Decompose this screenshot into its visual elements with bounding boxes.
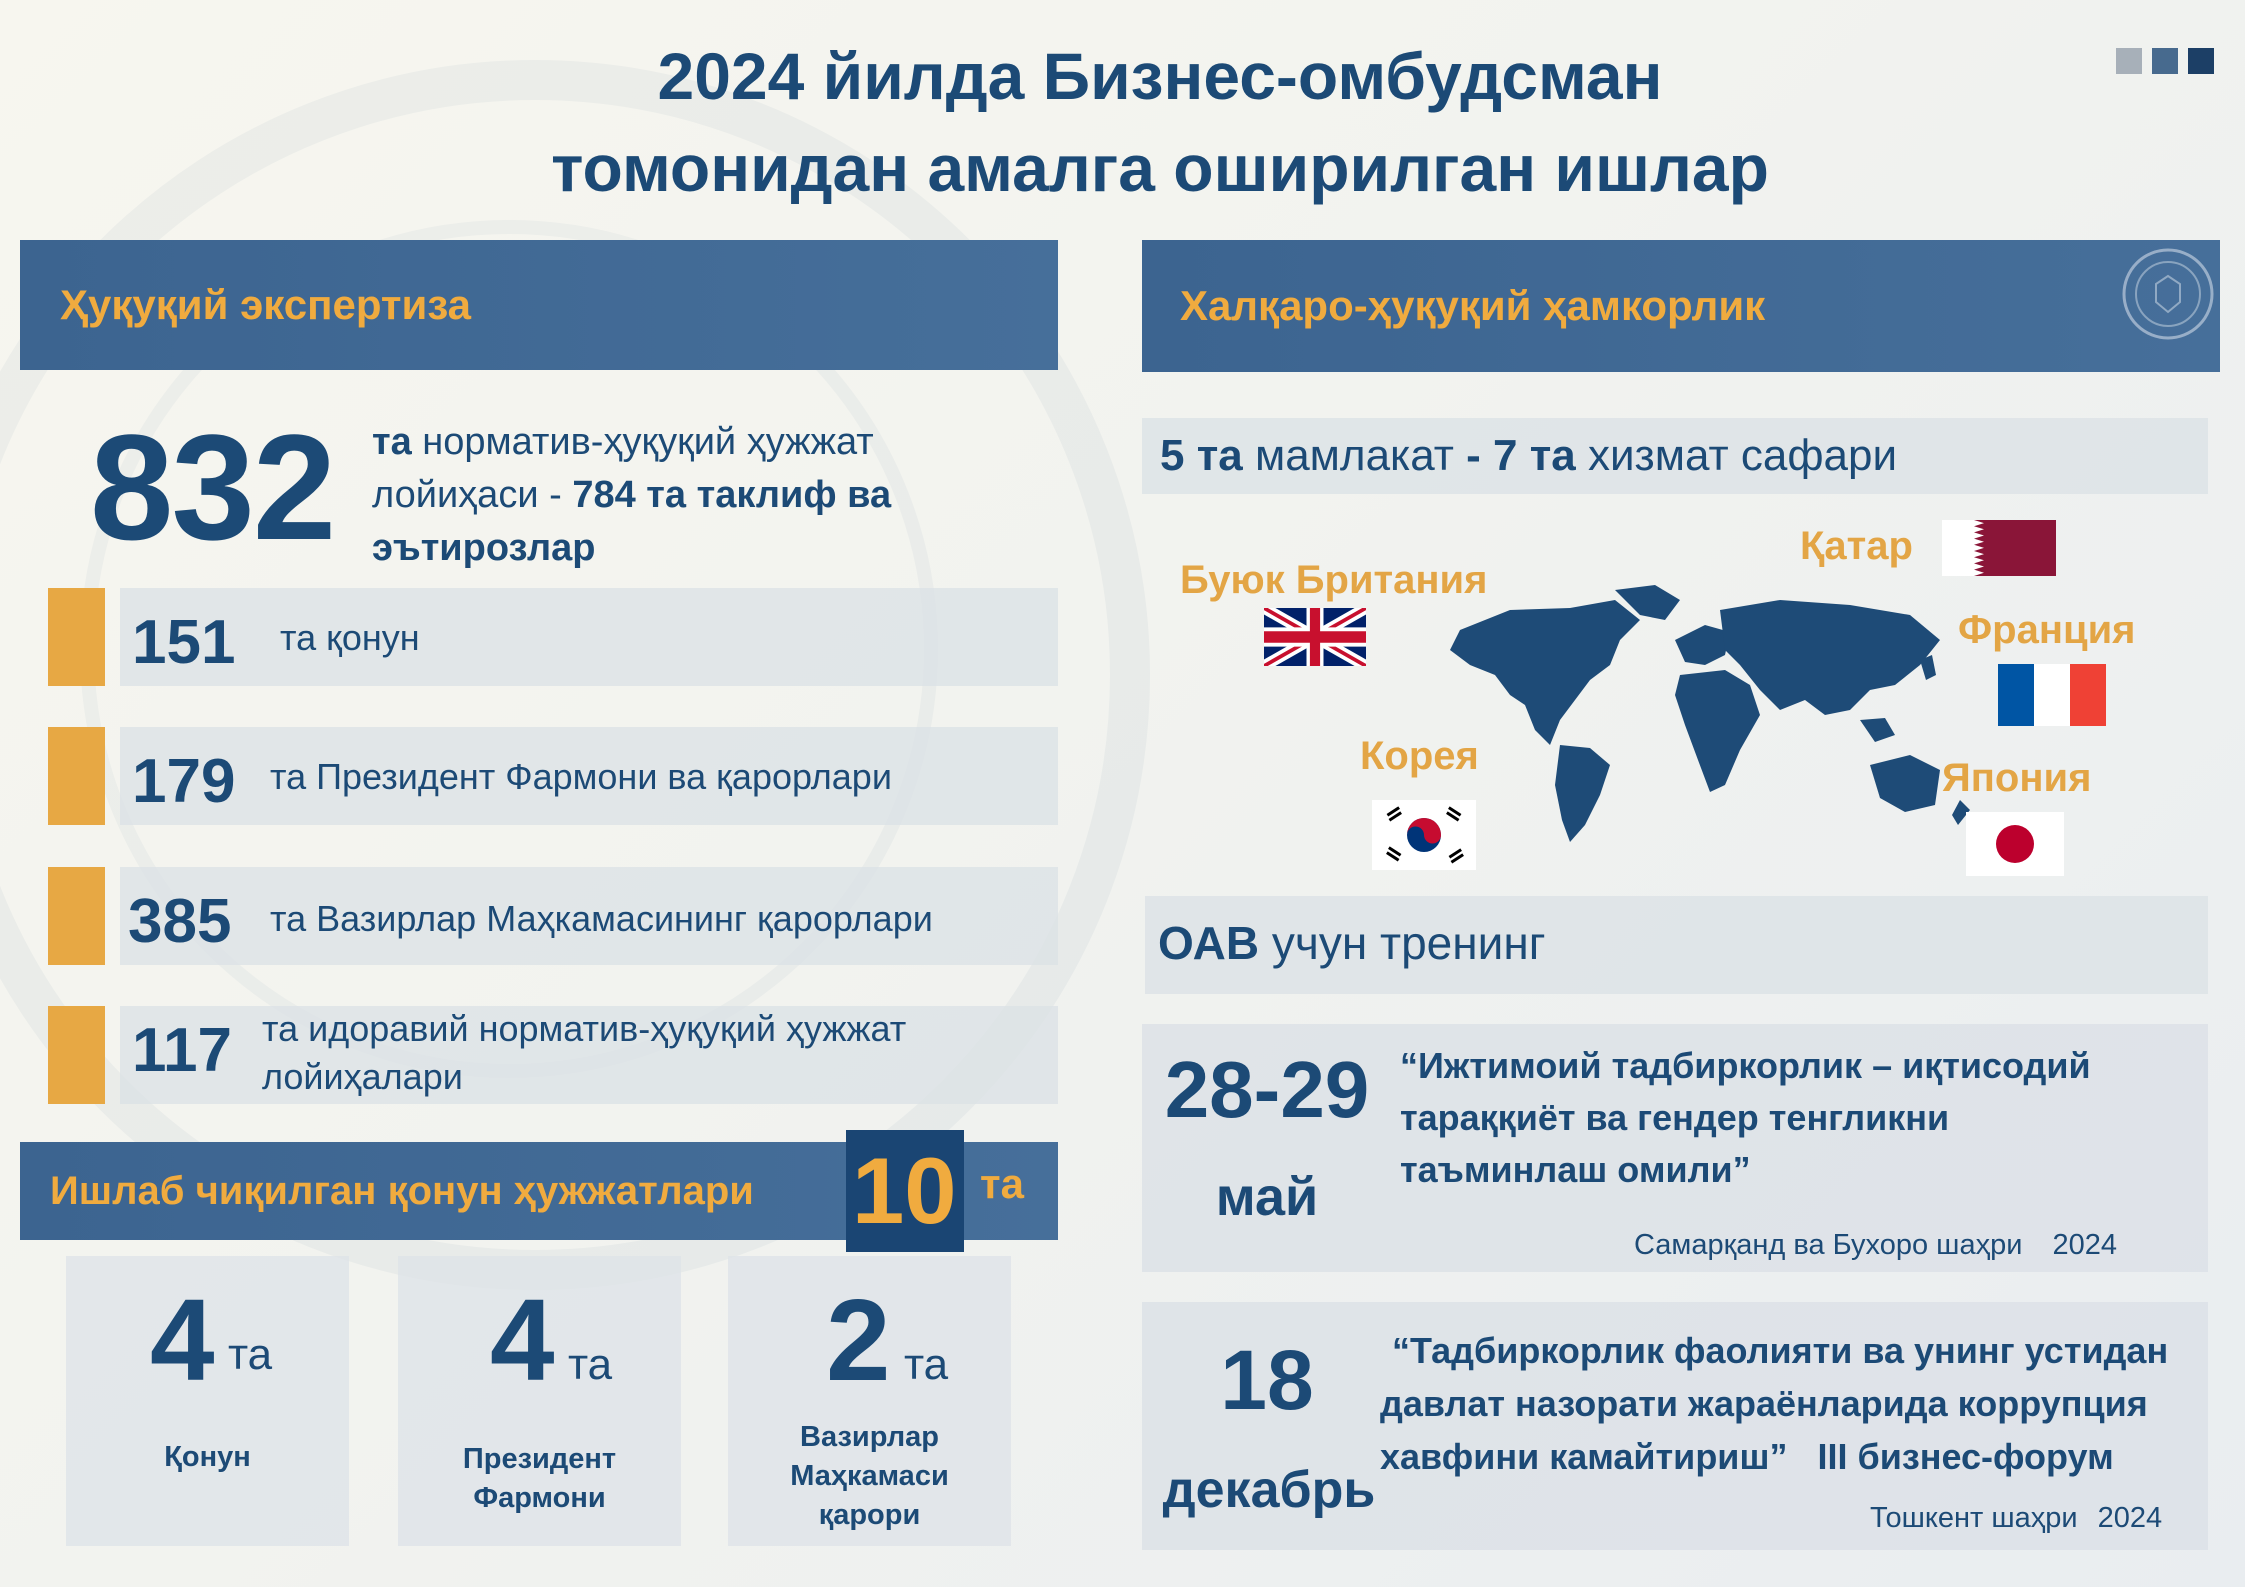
doc-card-cabinet-label-1: Вазирлар bbox=[800, 1421, 939, 1453]
doc-card-laws-unit: та bbox=[228, 1330, 273, 1379]
total-text-4: эътирозлар bbox=[372, 527, 596, 569]
developed-docs-count-unit: та bbox=[980, 1160, 1024, 1207]
decorative-squares bbox=[2116, 48, 2214, 74]
uk-flag-icon bbox=[1264, 608, 1366, 666]
square-dark bbox=[2188, 48, 2214, 74]
square-mid bbox=[2152, 48, 2178, 74]
developed-docs-header-text: Ишлаб чиқилган қонун ҳужжатлари bbox=[50, 1168, 754, 1213]
developed-docs-count: 10 bbox=[852, 1138, 957, 1243]
international-header bbox=[1142, 240, 2220, 372]
total-drafts-number: 832 bbox=[90, 403, 335, 571]
stat-row bbox=[120, 588, 1058, 686]
legal-expertise-header bbox=[20, 240, 1058, 370]
event-2-title-line-1: “Тадбиркорлик фаолияти ва унинг устидан bbox=[1392, 1330, 2169, 1371]
total-drafts-description bbox=[372, 416, 1052, 575]
ombudsman-seal-icon bbox=[2120, 246, 2216, 342]
event-2-title-line-2: давлат назорати жараёнларида коррупция bbox=[1380, 1383, 2148, 1424]
stat-label-cabinet: та Вазирлар Маҳкамасининг қарорлари bbox=[270, 898, 933, 939]
stat-number-cabinet: 385 bbox=[128, 887, 232, 956]
trips-count: - 7 та bbox=[1466, 431, 1576, 480]
training-header bbox=[1158, 914, 1546, 972]
stat-number-laws: 151 bbox=[132, 608, 236, 677]
doc-card-cabinet-unit: та bbox=[904, 1340, 949, 1389]
page-title-line-1: 2024 йилда Бизнес-омбудсман bbox=[657, 39, 1663, 113]
event-2-title bbox=[1380, 1324, 2205, 1483]
event-2-place: Тошкент шаҳри bbox=[1870, 1502, 2078, 1534]
doc-card-president-label-2: Фармони bbox=[473, 1482, 606, 1514]
japan-flag-icon bbox=[1966, 812, 2064, 876]
square-light bbox=[2116, 48, 2142, 74]
event-1-date-days: 28-29 bbox=[1164, 1045, 1370, 1134]
event-2-title-line-3: хавфини камайтириш” III бизнес-форум bbox=[1380, 1436, 2114, 1477]
stat-number-president: 179 bbox=[132, 747, 236, 816]
doc-card-cabinet-label bbox=[728, 1418, 1011, 1535]
countries-label: мамлакат bbox=[1242, 431, 1467, 480]
doc-card-president-label-1: Президент bbox=[462, 1443, 617, 1475]
event-2-location bbox=[1870, 1502, 2162, 1535]
stat-row-marker bbox=[48, 867, 105, 965]
doc-card-cabinet-label-3: қарори bbox=[818, 1499, 921, 1531]
doc-card-laws-label: Қонун bbox=[164, 1441, 251, 1473]
stat-row-marker bbox=[48, 1006, 105, 1104]
page-title-line-2: томонидан амалга оширилган ишлар bbox=[551, 131, 1769, 205]
country-label-qatar: Қатар bbox=[1800, 524, 1913, 568]
total-text-2: лойиҳаси - bbox=[372, 474, 573, 516]
country-label-japan: Япония bbox=[1942, 756, 2092, 800]
doc-card-laws-number: 4 bbox=[150, 1275, 215, 1405]
stat-row-marker bbox=[48, 727, 105, 825]
event-1-title-line-3: таъминлаш омили” bbox=[1400, 1149, 1751, 1190]
total-text-3: 784 та таклиф ва bbox=[572, 474, 892, 516]
training-header-rest: учун тренинг bbox=[1259, 917, 1546, 969]
countries-count: 5 та bbox=[1160, 431, 1243, 480]
doc-card-president-label bbox=[398, 1440, 681, 1518]
page-title bbox=[300, 30, 2020, 214]
trips-stat-text bbox=[1160, 428, 1897, 484]
event-1-title bbox=[1400, 1040, 2200, 1196]
event-2-date-day: 18 bbox=[1220, 1333, 1314, 1427]
event-2-date-month: декабрь bbox=[1162, 1461, 1376, 1519]
event-1-date-month: май bbox=[1215, 1167, 1319, 1227]
world-map-icon bbox=[1440, 570, 1980, 860]
doc-card-cabinet-label-2: Маҳкамаси bbox=[790, 1460, 949, 1492]
event-1-title-line-1: “Ижтимоий тадбиркорлик – иқтисодий bbox=[1400, 1045, 2091, 1086]
total-text-1: норматив-ҳуқуқий ҳужжат bbox=[411, 421, 874, 463]
stat-row-marker bbox=[48, 588, 105, 686]
qatar-flag-icon bbox=[1942, 520, 2056, 576]
event-2-year: 2024 bbox=[2097, 1502, 2163, 1534]
event-1-place: Самарқанд ва Бухоро шаҳри bbox=[1634, 1229, 2023, 1261]
france-flag-icon bbox=[1998, 664, 2106, 726]
event-1-year: 2024 bbox=[2052, 1229, 2117, 1261]
stat-label-departmental-line-2: лойиҳалари bbox=[262, 1056, 463, 1097]
legal-expertise-header-text: Ҳуқуқий экспертиза bbox=[60, 281, 471, 328]
stat-number-departmental: 117 bbox=[132, 1016, 233, 1085]
doc-card-cabinet-number: 2 bbox=[826, 1275, 891, 1405]
doc-card-president-unit: та bbox=[568, 1340, 613, 1389]
stat-label-president: та Президент Фармони ва қарорлари bbox=[270, 756, 892, 797]
stat-label-departmental bbox=[262, 1005, 906, 1101]
country-label-france: Франция bbox=[1958, 608, 2136, 652]
stat-label-departmental-line-1: та идоравий норматив-ҳуқуқий ҳужжат bbox=[262, 1008, 907, 1049]
training-header-bold: ОАВ bbox=[1158, 917, 1260, 969]
doc-card-president-number: 4 bbox=[490, 1275, 555, 1405]
event-1-location bbox=[1634, 1229, 2117, 1262]
country-label-uk: Буюк Британия bbox=[1180, 558, 1488, 602]
event-1-title-line-2: тараққиёт ва гендер тенгликни bbox=[1400, 1097, 1950, 1138]
trips-label: хизмат сафари bbox=[1575, 431, 1898, 480]
international-header-text: Халқаро-ҳуқуқий ҳамкорлик bbox=[1180, 282, 1766, 329]
total-ta: та bbox=[372, 421, 412, 463]
korea-flag-icon bbox=[1372, 800, 1476, 870]
stat-label-laws: та қонун bbox=[280, 617, 420, 658]
country-label-korea: Корея bbox=[1360, 734, 1479, 778]
